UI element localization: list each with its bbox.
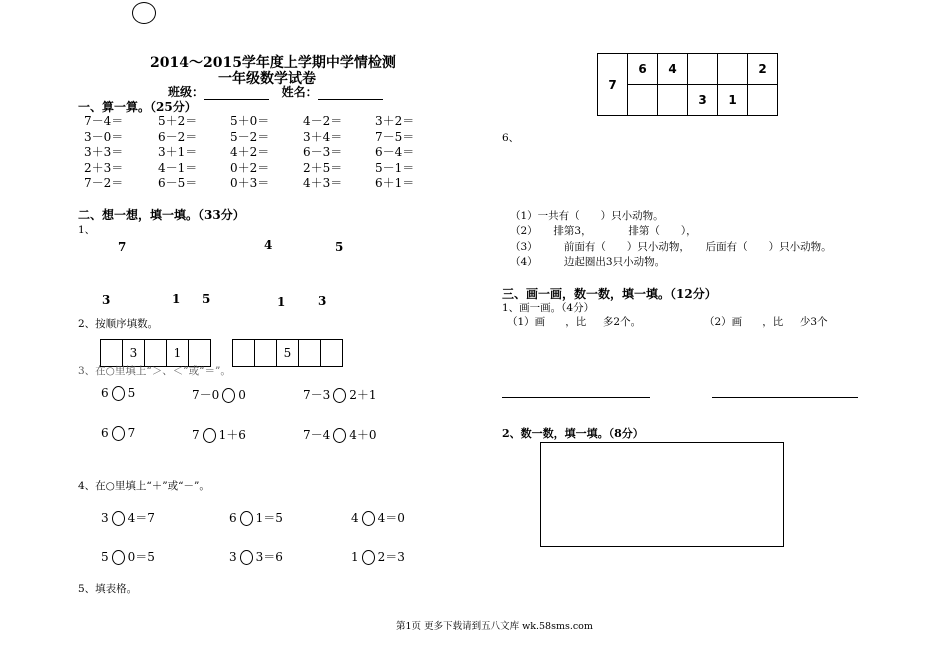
tree1-top: 7 (118, 240, 127, 254)
elephant-icon (824, 147, 866, 193)
tree4-left: 3 (318, 294, 327, 308)
calc-item[interactable]: 7－5＝ (375, 129, 415, 144)
q6-line2: （2） 排第3， 排第（ ）， (510, 225, 697, 237)
s3-q2-heading: 2、数一数，填一填。（8分） (502, 427, 644, 440)
cylinder-icon (589, 453, 615, 499)
sheep-icon (777, 158, 818, 190)
cuboid-icon (554, 453, 574, 493)
compare-item[interactable]: 7－3 2＋1 (303, 388, 377, 402)
draw2-text: （2）画 ，比 少3个 (704, 316, 828, 328)
monkey-icon (676, 152, 710, 194)
q5-label: 5、填表格。 (78, 583, 138, 595)
sphere-icon (643, 500, 663, 520)
star-icon (595, 351, 619, 373)
circle-blank (222, 388, 235, 403)
calc-item[interactable]: 6－4＝ (375, 145, 415, 159)
calc-item[interactable]: 3＋3＝ (84, 145, 124, 159)
page-mark-circle (132, 2, 156, 24)
op-item[interactable]: 4 4＝0 (351, 511, 405, 525)
answer-line-1[interactable] (502, 397, 650, 398)
table-row-head: 7 (598, 54, 628, 116)
compare-item[interactable]: 7－4 4＋0 (303, 428, 377, 442)
table-cell[interactable] (748, 85, 778, 116)
q6-label: 6、 (502, 132, 520, 144)
calc-item[interactable]: 7－4＝ (84, 114, 124, 128)
tree3-top: 4 (264, 238, 273, 252)
smiley-icon (827, 350, 843, 366)
star-icon (502, 351, 526, 373)
calc-item[interactable]: 3－0＝ (84, 129, 124, 144)
circle-blank (333, 388, 346, 403)
circle-blank (240, 550, 253, 565)
section3-heading: 三、画一画，数一数，填一填。（12分） (502, 287, 717, 301)
dog-icon (528, 146, 566, 195)
star-icon (533, 351, 557, 373)
calc-item[interactable]: 3＋1＝ (158, 145, 198, 159)
circle-blank (112, 386, 125, 401)
calc-item[interactable]: 2＋3＝ (84, 160, 124, 175)
seq-cell[interactable] (320, 339, 343, 367)
q1-label: 1、 (78, 224, 96, 236)
circle-blank (112, 511, 125, 526)
page-footer: 第1页 更多下载请到五八文库 wk.58sms.com (396, 621, 593, 632)
seq-cell[interactable] (298, 339, 321, 367)
q6-line1: （1）一共有（ ）只小动物。 (510, 210, 664, 222)
calc-item[interactable]: 6－3＝ (303, 145, 343, 159)
tree2-right: 5 (202, 292, 211, 306)
table-cell[interactable] (658, 85, 688, 116)
calc-item[interactable]: 6＋1＝ (375, 176, 415, 190)
circle-blank (203, 428, 216, 443)
compare-item[interactable]: 7 1＋6 (192, 428, 246, 442)
cube-icon (614, 491, 630, 507)
table-cell[interactable] (718, 54, 748, 85)
seq-cell[interactable] (254, 339, 277, 367)
class-field[interactable] (168, 83, 383, 100)
smiley-icon (804, 350, 820, 366)
seq-cell[interactable]: 3 (122, 339, 145, 367)
cuboid-icon (635, 455, 679, 470)
calc-item[interactable]: 7－2＝ (84, 176, 124, 190)
op-item[interactable]: 1 2＝3 (351, 550, 405, 564)
exam-subtitle: 一年级数学试卷 (218, 71, 316, 87)
puppy-icon (581, 148, 614, 192)
circle-blank (333, 428, 346, 443)
op-item[interactable]: 6 1＝5 (229, 511, 283, 525)
draw1-text: （1）画 ，比 多2个。 (507, 316, 642, 328)
calc-item[interactable]: 5＋2＝ (158, 114, 198, 128)
calc-item[interactable]: 4－1＝ (158, 160, 198, 175)
calc-item[interactable]: 5＋0＝ (230, 114, 270, 128)
q6-line4: （4） 边起圈出3只小动物。 (510, 256, 666, 268)
class-label: 班级： (168, 85, 205, 99)
cube-icon (690, 454, 709, 473)
table-cell[interactable] (628, 85, 658, 116)
op-item[interactable]: 5 0＝5 (101, 550, 155, 564)
section1-heading: 一、算一算。（25分） (78, 100, 197, 114)
sphere-icon (701, 483, 721, 503)
smiley-icon (735, 350, 751, 366)
tree1-left: 3 (102, 293, 111, 307)
q6-line3: （3） 前面有（ ）只小动物， 后面有（ ）只小动物。 (510, 241, 832, 253)
calc-item[interactable]: 0＋3＝ (230, 176, 270, 190)
cube-icon (671, 507, 697, 533)
sphere-icon (674, 478, 688, 492)
calc-item[interactable]: 0＋2＝ (230, 160, 270, 175)
q4-label: 4、在○里填上“＋”或“－”。 (78, 480, 210, 492)
calc-item[interactable]: 3＋4＝ (303, 129, 343, 144)
table-cell[interactable]: 2 (748, 54, 778, 85)
calc-item[interactable]: 3＋2＝ (375, 114, 415, 128)
seq-cell[interactable]: 5 (276, 339, 299, 367)
q3-label: 3、在○里填上“＞、＜”或“＝”。 (78, 365, 231, 377)
circle-blank (112, 550, 125, 565)
smiley-row (735, 350, 843, 366)
calc-item[interactable]: 5－1＝ (375, 160, 415, 175)
circle-blank (362, 550, 375, 565)
circle-blank (362, 511, 375, 526)
tree3-right: 1 (277, 295, 286, 309)
cylinder-icon (732, 496, 769, 506)
table-cell[interactable]: 6 (628, 54, 658, 85)
calc-item[interactable]: 6－5＝ (158, 176, 198, 190)
calc-item[interactable]: 4＋3＝ (303, 176, 343, 190)
exam-title: 2014～2015学年度上学期中学情检测 (150, 55, 396, 71)
tree4-top: 5 (335, 240, 344, 254)
compare-item[interactable]: 6 7 (101, 426, 136, 440)
compare-item[interactable]: 6 5 (101, 386, 136, 400)
smiley-icon (758, 350, 774, 366)
section2-heading: 二、想一想，填一填。（33分） (78, 208, 245, 222)
cube-icon (583, 512, 604, 533)
calc-item[interactable]: 5－2＝ (230, 129, 270, 144)
compare-item[interactable]: 7－0 0 (192, 388, 246, 402)
op-item[interactable]: 3 4＝7 (101, 511, 155, 525)
sphere-icon (632, 477, 650, 495)
rabbit-icon (642, 144, 662, 195)
seq-cell[interactable]: 1 (166, 339, 189, 367)
table-cell[interactable]: 1 (718, 85, 748, 116)
tree2-left: 1 (172, 292, 181, 306)
circle-blank (240, 511, 253, 526)
circle-blank (112, 426, 125, 441)
op-item[interactable]: 3 3＝6 (229, 550, 283, 564)
calc-item[interactable]: 4－2＝ (303, 114, 343, 128)
star-icon (564, 351, 588, 373)
calc-item[interactable]: 2＋5＝ (303, 160, 343, 175)
table-cell[interactable]: 4 (658, 54, 688, 85)
q2-label: 2、按顺序填数。 (78, 318, 159, 330)
answer-line-2[interactable] (712, 397, 858, 398)
smiley-icon (781, 350, 797, 366)
calc-item[interactable]: 4＋2＝ (230, 145, 270, 159)
table-cell[interactable] (688, 54, 718, 85)
sphere-icon (548, 498, 576, 526)
table-cell[interactable]: 3 (688, 85, 718, 116)
cuboid-icon (731, 516, 777, 531)
sphere-icon (740, 461, 768, 489)
sequence-2 (233, 339, 343, 367)
calc-item[interactable]: 6－2＝ (158, 129, 198, 144)
seq-cell[interactable] (232, 339, 255, 367)
name-label: 姓名： (281, 85, 318, 99)
s3-q1-label: 1、画一画。（4分） (502, 302, 595, 314)
turtle-icon (717, 163, 773, 182)
fill-table (597, 53, 778, 116)
